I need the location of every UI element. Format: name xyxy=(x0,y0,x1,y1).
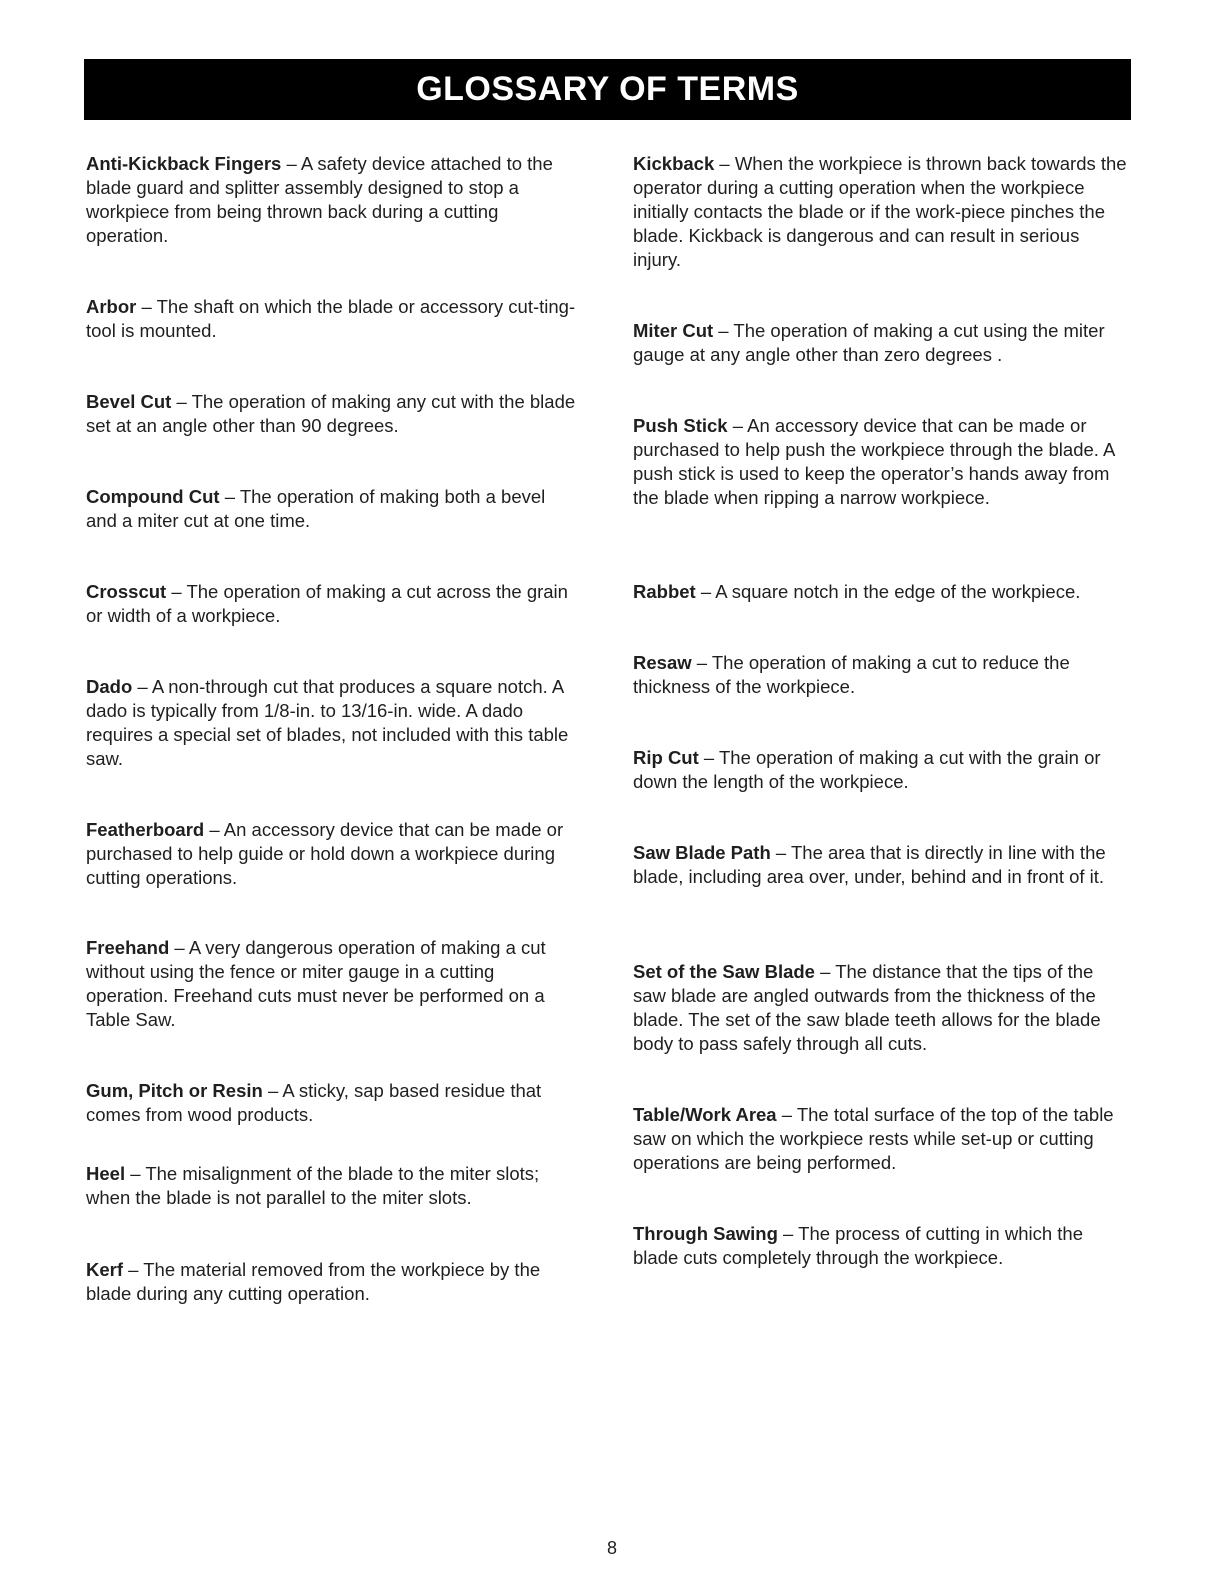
glossary-definition: The distance that the tips of the saw blade are angled outwards from the thickness of the blade. The set of the saw blade teeth allows for the blade body to pass safely through all cuts. xyxy=(633,961,1101,1054)
glossary-entry-set-of-the-saw-blade xyxy=(633,960,1128,1056)
glossary-term: Rabbet xyxy=(633,581,696,602)
glossary-definition: A very dangerous operation of making a cut without using the fence or miter gauge in a cutting operation. Freehand cuts must never be performed on a Table Saw. xyxy=(86,937,546,1030)
glossary-term: Freehand xyxy=(86,937,170,958)
term-separator: – xyxy=(262,1080,283,1101)
glossary-entry-gum-pitch-resin xyxy=(86,1079,586,1127)
glossary-definition: The process of cutting in which the blade cuts completely through the workpiece. xyxy=(633,1223,1083,1268)
glossary-entry-rip-cut xyxy=(633,746,1128,794)
glossary-entry-kickback xyxy=(633,152,1128,272)
glossary-definition: When the workpiece is thrown back towards the operator during a cutting operation when the workpiece initially contacts the blade or if the work-piece pinches the blade. Kickback is dangerous and can result in serious injury. xyxy=(633,153,1127,270)
glossary-term: Set of the Saw Blade xyxy=(633,961,815,982)
term-separator: – xyxy=(770,842,791,863)
glossary-entry-saw-blade-path xyxy=(633,841,1128,889)
term-separator: – xyxy=(125,1163,146,1184)
glossary-term: Push Stick xyxy=(633,415,728,436)
term-separator: – xyxy=(132,676,152,697)
glossary-entry-push-stick xyxy=(633,414,1133,510)
page-title: GLOSSARY OF TERMS xyxy=(416,70,799,108)
glossary-entry-table-work-area xyxy=(633,1103,1128,1175)
glossary-entry-dado xyxy=(86,675,581,771)
glossary-definition: An accessory device that can be made or purchased to help guide or hold down a workpiece during cutting operations. xyxy=(86,819,564,888)
glossary-entry-bevel-cut xyxy=(86,390,581,438)
glossary-term: Kickback xyxy=(633,153,715,174)
glossary-entry-rabbet xyxy=(633,580,1133,604)
glossary-term: Heel xyxy=(86,1163,126,1184)
glossary-term: Resaw xyxy=(633,652,692,673)
glossary-definition: The operation of making both a bevel and a miter cut at one time. xyxy=(86,486,546,531)
term-separator: – xyxy=(776,1104,797,1125)
term-separator: – xyxy=(714,153,735,174)
glossary-entry-through-sawing xyxy=(633,1222,1128,1270)
term-separator: – xyxy=(204,819,224,840)
glossary-definition: The operation of making a cut across the grain or width of a workpiece. xyxy=(86,581,568,626)
term-separator: – xyxy=(136,296,157,317)
glossary-definition: The shaft on which the blade or accessory cut-ting-tool is mounted. xyxy=(86,296,576,341)
glossary-definition: The operation of making any cut with the blade set at an angle other than 90 degrees. xyxy=(86,391,576,436)
term-separator: – xyxy=(814,961,836,982)
glossary-definition: The material removed from the workpiece by the blade during any cutting operation. xyxy=(86,1259,541,1304)
glossary-entry-heel xyxy=(86,1162,581,1210)
glossary-term: Anti-Kickback Fingers xyxy=(86,153,282,174)
term-separator: – xyxy=(777,1223,799,1244)
glossary-term: Arbor xyxy=(86,296,137,317)
glossary-term: Bevel Cut xyxy=(86,391,172,412)
term-separator: – xyxy=(219,486,240,507)
glossary-entry-arbor xyxy=(86,295,581,343)
glossary-entry-featherboard xyxy=(86,818,581,890)
glossary-definition: A square notch in the edge of the workpiece. xyxy=(715,581,1081,602)
glossary-definition: The total surface of the top of the table saw on which the workpiece rests while set-up or cutting operations are being performed. xyxy=(633,1104,1114,1173)
glossary-term: Gum, Pitch or Resin xyxy=(86,1080,263,1101)
glossary-definition: The misalignment of the blade to the miter slots; when the blade is not parallel to the miter slots. xyxy=(86,1163,540,1208)
glossary-entry-anti-kickback-fingers xyxy=(86,152,581,248)
glossary-entry-resaw xyxy=(633,651,1128,699)
glossary-entry-miter-cut xyxy=(633,319,1128,367)
glossary-definition: A sticky, sap based residue that comes from wood products. xyxy=(86,1080,542,1125)
glossary-definition: The area that is directly in line with the blade, including area over, under, behind and in front of it. xyxy=(633,842,1106,887)
glossary-entry-crosscut xyxy=(86,580,581,628)
glossary-entry-freehand xyxy=(86,936,581,1032)
term-separator: – xyxy=(727,415,748,436)
term-separator: – xyxy=(698,747,719,768)
glossary-definition: An accessory device that can be made or purchased to help push the workpiece through the blade. A push stick is used to keep the operator’s hands away from the blade when ripping a narrow workpiece. xyxy=(633,415,1115,508)
glossary-term: Saw Blade Path xyxy=(633,842,771,863)
glossary-term: Dado xyxy=(86,676,133,697)
glossary-definition: The operation of making a cut with the grain or down the length of the workpiece. xyxy=(633,747,1101,792)
term-separator: – xyxy=(171,391,192,412)
glossary-entry-compound-cut xyxy=(86,485,581,533)
glossary-definition: The operation of making a cut using the miter gauge at any angle other than zero degrees . xyxy=(633,320,1105,365)
term-separator: – xyxy=(281,153,301,174)
term-separator: – xyxy=(691,652,712,673)
glossary-entry-kerf xyxy=(86,1258,581,1306)
glossary-term: Miter Cut xyxy=(633,320,714,341)
glossary-term: Compound Cut xyxy=(86,486,220,507)
glossary-term: Featherboard xyxy=(86,819,205,840)
glossary-definition: A non-through cut that produces a square notch. A dado is typically from 1/8-in. to 13/16-in. wide. A dado requires a special set of blades, not included with this table saw. xyxy=(86,676,569,769)
glossary-term: Through Sawing xyxy=(633,1223,778,1244)
glossary-term: Rip Cut xyxy=(633,747,699,768)
glossary-term: Kerf xyxy=(86,1259,124,1280)
glossary-term: Crosscut xyxy=(86,581,167,602)
term-separator: – xyxy=(169,937,189,958)
term-separator: – xyxy=(695,581,716,602)
glossary-definition: A safety device attached to the blade guard and splitter assembly designed to stop a workpiece from being thrown back during a cutting operation. xyxy=(86,153,553,246)
term-separator: – xyxy=(123,1259,144,1280)
term-separator: – xyxy=(713,320,734,341)
page-number: 8 xyxy=(606,1538,617,1558)
glossary-definition: The operation of making a cut to reduce the thickness of the workpiece. xyxy=(633,652,1070,697)
glossary-title-banner xyxy=(84,59,1131,120)
glossary-term: Table/Work Area xyxy=(633,1104,777,1125)
term-separator: – xyxy=(166,581,187,602)
